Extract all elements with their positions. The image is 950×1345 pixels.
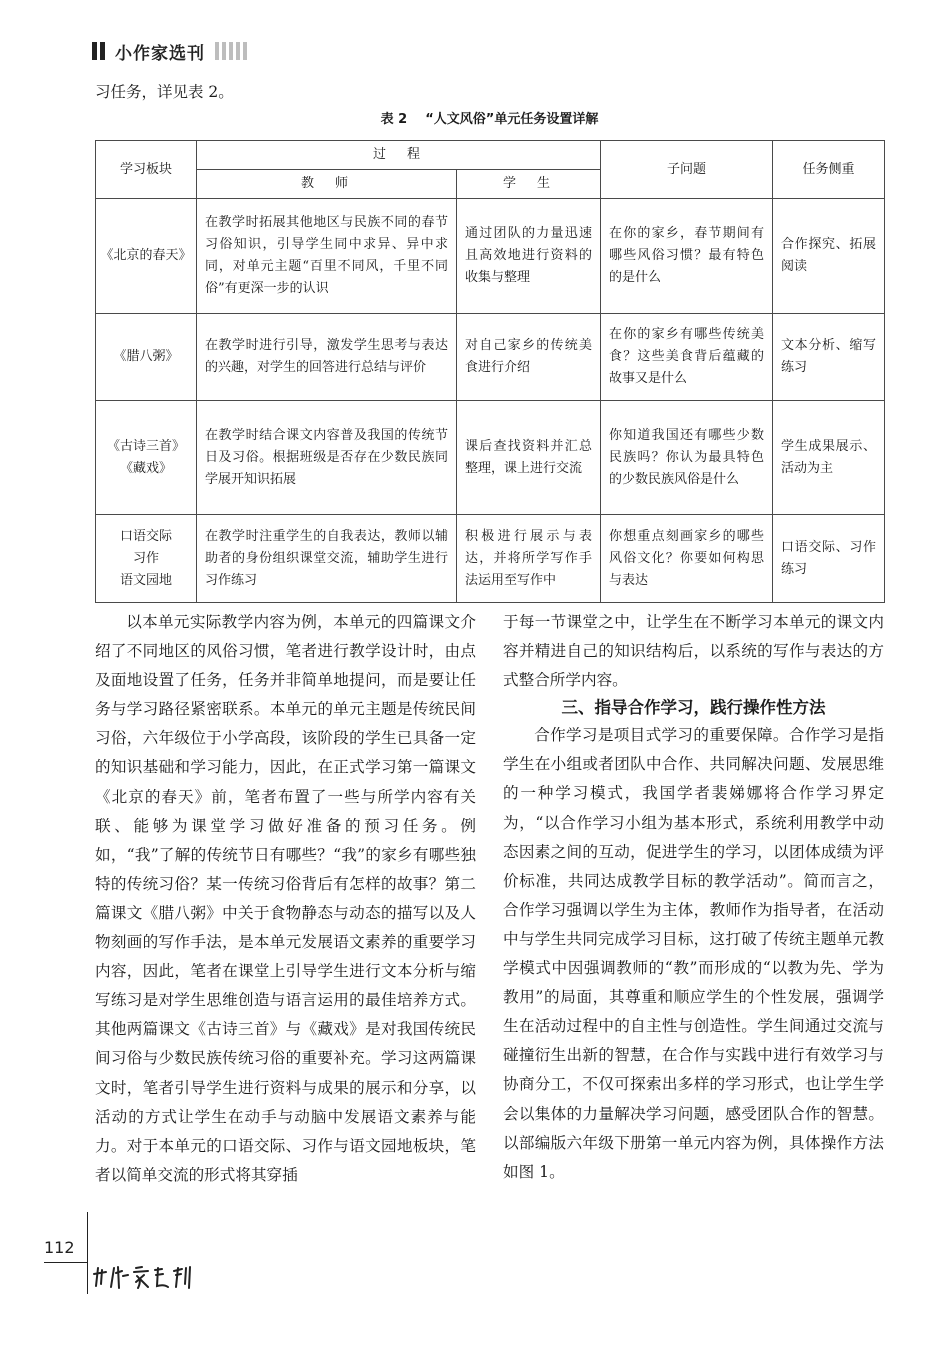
cell-module: 《北京的春天》	[96, 199, 197, 314]
journal-name: 小作家选刊	[115, 43, 205, 64]
cell-student: 对自己家乡的传统美食进行介绍	[457, 314, 601, 401]
journal-logo	[92, 1262, 202, 1296]
header-bars-dark	[92, 42, 105, 60]
header-module: 学习板块	[96, 141, 197, 199]
table-row	[96, 401, 885, 515]
cell-module: 《古诗三首》 《藏戏》	[96, 401, 197, 515]
cell-sub-question: 你想重点刻画家乡的哪些风俗文化？你要如何构思与表达	[601, 515, 773, 603]
table-caption	[95, 108, 884, 127]
page-number: 112	[44, 1238, 75, 1257]
table-caption-title: “人文风俗”单元任务设置详解	[425, 112, 599, 127]
cell-module: 《腊八粥》	[96, 314, 197, 401]
right-continuation: 于每一节课堂之中，让学生在不断学习本单元的课文内容并精进自己的知识结构后，以系统的写作与表达的方式整合所学内容。	[503, 613, 884, 690]
intro-text: 习任务，详见表 2。	[95, 83, 234, 101]
cell-task-focus: 合作探究、拓展阅读	[773, 199, 885, 314]
running-header	[92, 38, 247, 64]
left-paragraph: 以本单元实际教学内容为例，本单元的四篇课文介绍了不同地区的风俗习惯，笔者进行教学设计时，由点及面地设置了任务，任务并非简单地提问，而是要让任务与学习路径紧密联系。本单元的单元主题是传统民间习俗，六年级位于小学高段，该阶段的学生已具备一定的知识基础和学习能力，因此，在正式学习第一篇课文《北京的春天》前，笔者布置了一些与所学内容有关联、能够为课堂学习做好准备的预习任务。例如，“我”了解的传统节日有哪些？“我”的家乡有哪些独特的传统习俗？某一传统习俗背后有怎样的故事？第二篇课文《腊八粥》中关于食物静态与动态的描写以及人物刻画的写作手法，是本单元发展语文素养的重要学习内容，因此，笔者在课堂上引导学生进行文本分析与缩写练习是对学生思维创造与语言运用的最佳培养方式。其他两篇课文《古诗三首》与《藏戏》是对我国传统民间习俗与少数民族传统习俗的重要补充。学习这两篇课文时，笔者引导学生进行资料与成果的展示和分享，以活动的方式让学生在动手与动脑中发展语文素养与能力。对于本单元的口语交际、习作与语文园地板块，笔者以简单交流的形式将其穿插	[95, 613, 476, 1184]
right-column	[503, 608, 884, 1187]
header-sub-question: 子问题	[601, 141, 773, 199]
table-row	[96, 199, 885, 314]
cell-task-focus: 学生成果展示、活动为主	[773, 401, 885, 515]
footer-rule	[44, 1262, 88, 1263]
cell-student: 课后查找资料并汇总整理，课上进行交流	[457, 401, 601, 515]
header-task-focus: 任务侧重	[773, 141, 885, 199]
header-teacher: 教 师	[197, 170, 457, 199]
header-student: 学 生	[457, 170, 601, 199]
cell-student: 积极进行展示与表达，并将所学写作手法运用至写作中	[457, 515, 601, 603]
header-process: 过 程	[197, 141, 601, 170]
left-column	[95, 608, 476, 1190]
cell-teacher: 在教学时注重学生的自我表达，教师以辅助者的身份组织课堂交流，辅助学生进行习作练习	[197, 515, 457, 603]
cell-student: 通过团队的力量迅速且高效地进行资料的收集与整理	[457, 199, 601, 314]
cell-task-focus: 口语交际、习作练习	[773, 515, 885, 603]
header-bars-light	[215, 42, 247, 60]
table-row	[96, 314, 885, 401]
cell-sub-question: 你知道我国还有哪些少数民族吗？你认为最具特色的少数民族风俗是什么	[601, 401, 773, 515]
cell-sub-question: 在你的家乡有哪些传统美食？这些美食背后蕴藏的故事又是什么	[601, 314, 773, 401]
table-row	[96, 515, 885, 603]
journal-logo-calligraphy	[92, 1262, 202, 1292]
right-paragraph: 合作学习是项目式学习的重要保障。合作学习是指学生在小组或者团队中合作、共同解决问题、发展思维的一种学习模式，我国学者裴娣娜将合作学习界定为，“以合作学习小组为基本形式，系统利用教学中动态因素之间的互动，促进学生的学习，以团体成绩为评价标准，共同达成教学目标的教学活动”。简而言之，合作学习强调以学生为主体，教师作为指导者，在活动中与学生共同完成学习目标，这打破了传统主题单元教学模式中因强调教师的“教”而形成的“以教为先、学为教用”的局面，其尊重和顺应学生的个性发展，强调学生在活动过程中的自主性与创造性。学生间通过交流与碰撞衍生出新的智慧，在合作与实践中进行有效学习与协商分工，不仅可探索出多样的学习形式，也让学生学会以集体的力量解决学习问题，感受团队合作的智慧。以部编版六年级下册第一单元内容为例，具体操作方法如图 1。	[503, 726, 884, 1181]
task-table	[95, 140, 885, 603]
table-caption-number: 表 2	[380, 112, 408, 127]
cell-sub-question: 在你的家乡，春节期间有哪些风俗习惯？最有特色的是什么	[601, 199, 773, 314]
cell-teacher: 在教学时进行引导，激发学生思考与表达的兴趣，对学生的回答进行总结与评价	[197, 314, 457, 401]
section-heading: 三、指导合作学习，践行操作性方法	[561, 698, 826, 718]
cell-module: 口语交际 习作 语文园地	[96, 515, 197, 603]
cell-teacher: 在教学时拓展其他地区与民族不同的春节习俗知识，引导学生同中求异、异中求同，对单元主题“百里不同风，千里不同俗”有更深一步的认识	[197, 199, 457, 314]
cell-task-focus: 文本分析、缩写练习	[773, 314, 885, 401]
footer-divider	[87, 1212, 88, 1294]
cell-teacher: 在教学时结合课文内容普及我国的传统节日及习俗。根据班级是否存在少数民族同学展开知识拓展	[197, 401, 457, 515]
